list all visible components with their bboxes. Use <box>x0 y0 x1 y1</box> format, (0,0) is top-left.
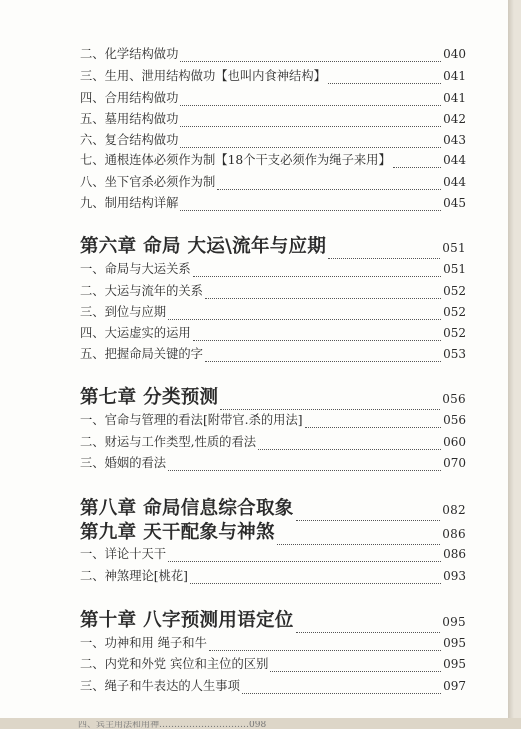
leader-dots <box>180 203 441 211</box>
leader-dots <box>277 534 440 545</box>
toc-entry <box>80 433 466 451</box>
toc-entry <box>80 131 466 149</box>
leader-dots <box>328 76 441 84</box>
toc-entry-label: 四、合用结构做功 <box>80 91 179 105</box>
toc-entry <box>80 260 466 278</box>
toc-entry <box>80 677 466 695</box>
next-page-peek-text: 四、宾主用法和用神…………………………098 <box>78 721 267 729</box>
chapter-title: 第六章 命局 大运\流年与应期 <box>80 236 327 257</box>
toc-entry-label: 三、婚姻的看法 <box>80 456 167 470</box>
toc-entry-label: 三、生用、泄用结构做功【也叫内食神结构】 <box>80 69 326 83</box>
toc-entry-page: 052 <box>443 305 466 319</box>
toc-entry <box>80 194 466 212</box>
chapter-title: 第十章 八字预测用语定位 <box>80 610 294 631</box>
toc-entry-label: 二、神煞理论[桃花] <box>80 569 188 583</box>
toc-entry-label: 二、内党和外党 宾位和主位的区别 <box>80 657 269 671</box>
leader-dots <box>305 420 442 428</box>
chapter-heading <box>80 609 466 633</box>
chapter-title: 第九章 天干配象与神煞 <box>80 522 275 543</box>
chapter-heading <box>80 386 466 410</box>
toc-entry-label: 二、财运与工作类型,性质的看法 <box>80 435 257 449</box>
leader-dots <box>270 664 441 672</box>
toc-entry-label: 一、详论十天干 <box>80 547 167 561</box>
leader-dots <box>217 182 441 190</box>
leader-dots <box>168 312 441 320</box>
toc-entry-page: 041 <box>443 91 466 105</box>
leader-dots <box>180 98 441 106</box>
toc-entry-label: 九、制用结构详解 <box>80 196 179 210</box>
toc-entry-page: 095 <box>443 636 466 650</box>
toc-entry-label: 七、通根连体必须作为制【18个干支必须作为绳子来用】 <box>80 153 391 167</box>
toc-entry-page: 044 <box>443 153 466 167</box>
leader-dots <box>393 160 441 168</box>
leader-dots <box>190 576 441 584</box>
chapter-page: 086 <box>442 527 466 541</box>
toc-entry-page: 070 <box>443 456 466 470</box>
toc-entry-page: 056 <box>443 413 466 427</box>
toc-entry <box>80 411 466 429</box>
toc-entry <box>80 110 466 128</box>
toc-entry <box>80 454 466 472</box>
chapter-page: 082 <box>442 503 466 517</box>
leader-dots <box>193 333 441 341</box>
leader-dots <box>296 510 441 521</box>
toc-entry-label: 六、复合结构做功 <box>80 133 179 147</box>
toc-entry-page: 060 <box>443 435 466 449</box>
toc-entry <box>80 45 466 63</box>
next-page-strip <box>0 718 521 729</box>
leader-dots <box>296 622 441 633</box>
toc-entry-page: 053 <box>443 347 466 361</box>
toc-entry-page: 040 <box>443 47 466 61</box>
leader-dots <box>205 354 441 362</box>
leader-dots <box>220 399 440 410</box>
toc-entry-label: 二、化学结构做功 <box>80 47 179 61</box>
toc-entry-label: 三、到位与应期 <box>80 305 167 319</box>
toc-entry <box>80 151 466 169</box>
leader-dots <box>205 291 441 299</box>
leader-dots <box>180 140 441 148</box>
toc-entry-page: 086 <box>443 547 466 561</box>
toc-entry-page: 043 <box>443 133 466 147</box>
toc-entry-label: 八、坐下官杀必须作为制 <box>80 175 216 189</box>
toc-entry-label: 四、大运虚实的运用 <box>80 326 191 340</box>
chapter-heading <box>80 235 466 259</box>
toc-entry-label: 一、功神和用 绳子和牛 <box>80 636 207 650</box>
toc-entry-label: 二、大运与流年的关系 <box>80 284 203 298</box>
toc-entry-page: 095 <box>443 657 466 671</box>
toc-entry <box>80 634 466 652</box>
toc-entry <box>80 545 466 563</box>
leader-dots <box>168 554 441 562</box>
leader-dots <box>209 643 441 651</box>
chapter-heading <box>80 497 466 521</box>
toc-entry-page: 042 <box>443 112 466 126</box>
toc-entry-label: 五、把握命局关键的字 <box>80 347 203 361</box>
toc-entry-page: 051 <box>443 262 466 276</box>
leader-dots <box>168 463 441 471</box>
leader-dots <box>180 54 441 62</box>
leader-dots <box>328 248 440 259</box>
chapter-page: 051 <box>442 241 466 255</box>
toc-entry-page: 097 <box>443 679 466 693</box>
toc-entry-page: 041 <box>443 69 466 83</box>
leader-dots <box>242 686 441 694</box>
toc-entry-page: 052 <box>443 284 466 298</box>
leader-dots <box>193 269 441 277</box>
leader-dots <box>258 442 441 450</box>
chapter-page: 095 <box>442 615 466 629</box>
toc-entry-label: 五、墓用结构做功 <box>80 112 179 126</box>
toc-entry <box>80 282 466 300</box>
toc-entry <box>80 567 466 585</box>
toc-entry-label: 一、官命与管理的看法[附带官.杀的用法] <box>80 413 303 427</box>
chapter-page: 056 <box>442 392 466 406</box>
toc-entry-page: 052 <box>443 326 466 340</box>
toc-entry <box>80 67 466 85</box>
toc-entry-page: 044 <box>443 175 466 189</box>
toc-entry-label: 三、绳子和牛表达的人生事项 <box>80 679 240 693</box>
page-edge-shadow <box>508 0 514 718</box>
chapter-heading <box>80 521 466 545</box>
toc-entry <box>80 173 466 191</box>
toc-entry <box>80 303 466 321</box>
toc-entry-page: 093 <box>443 569 466 583</box>
toc-entry <box>80 89 466 107</box>
toc-entry <box>80 345 466 363</box>
toc-entry <box>80 655 466 673</box>
toc-entry-page: 045 <box>443 196 466 210</box>
chapter-title: 第八章 命局信息综合取象 <box>80 498 294 519</box>
leader-dots <box>180 119 441 127</box>
chapter-title: 第七章 分类预测 <box>80 387 219 408</box>
toc-entry <box>80 324 466 342</box>
toc-entry-label: 一、命局与大运关系 <box>80 262 191 276</box>
